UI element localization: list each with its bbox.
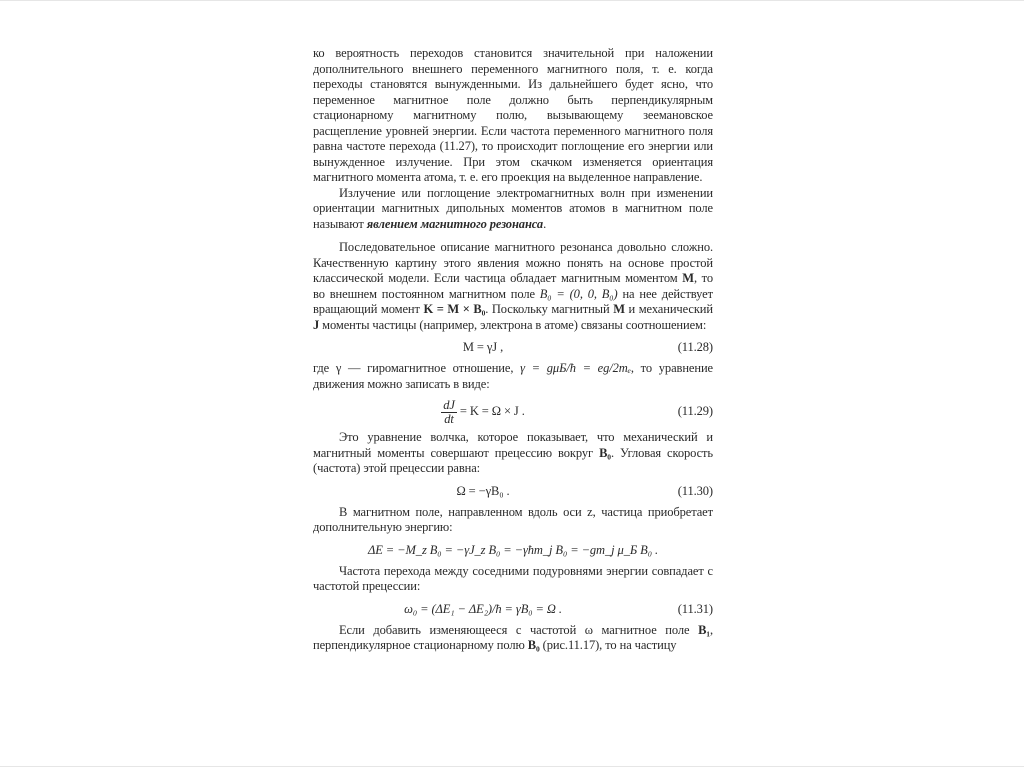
symbol-J: J	[313, 317, 320, 332]
equation-body: M = γJ ,	[462, 340, 504, 354]
symbol-B1: B₁	[698, 622, 710, 637]
equation-number: (11.29)	[677, 404, 713, 418]
paragraph-3-text-c: на нее действует вращающий момент	[313, 286, 713, 316]
equation-number: (11.31)	[677, 601, 713, 616]
symbol-torque: K = M × B₀	[423, 302, 486, 316]
paragraph-8-text-b: , перпендикулярное стационарному полю	[313, 622, 713, 652]
equation-rhs: = K = Ω × J .	[459, 404, 525, 418]
paragraph-5-text-a: Это уравнение волчка, которое показывает, что механический и магнитный моменты совершают прецессию вокруг	[313, 430, 713, 460]
symbol-M-2: M	[613, 302, 625, 316]
document-page	[313, 46, 713, 654]
symbol-B0-vector: B₀ = (0, 0, B₀)	[539, 286, 618, 301]
paragraph-2	[313, 186, 713, 233]
paragraph-3-text-f: моменты частицы (например, электрона в атоме) связаны соотношением:	[319, 317, 707, 332]
derivative-fraction	[441, 399, 457, 426]
paragraph-7: Частота перехода между соседними подуровнями энергии совпадает с частотой прецессии:	[313, 563, 713, 593]
equation-number: (11.30)	[677, 483, 713, 498]
paragraph-1: ко вероятность переходов становится значительной при наложении дополнительного внешнего переменного магнитного поля, т. е. когда переходы становятся вынужденными. Из дальнейшего будет ясно, что переменное магнитное поле должно быть перпендикулярным стационарному магнитному полю, вызывающему зеемановское расщепление уровней энергии. Если частота переменного магнитного поля равна частоте перехода (11.27), то происходит поглощение его энергии или вынужденное излучение. При этом скачком изменяется ориентация магнитного момента атома, т. е. его проекция на выделенное направление.	[313, 46, 713, 184]
frequency-expression: ω₀ = (ΔE₁ − ΔE₂)/ħ = γB₀ = Ω .	[404, 601, 562, 616]
paragraph-4-text-a: где γ — гиромагнитное отношение,	[313, 361, 521, 375]
paragraph-8	[313, 623, 713, 654]
magnetic-resonance-term: явлением магнитного резонанса	[366, 216, 544, 231]
paragraph-4-text-b: , то уравнение движения можно записать в виде:	[313, 361, 713, 391]
energy-expression: ΔE = −M_z B₀ = −γJ_z B₀ = −γħm_j B₀ = −gm_j μ_Б B₀ .	[368, 542, 658, 557]
symbol-B0-2: B₀	[527, 638, 540, 652]
paragraph-8-text-a: Если добавить изменяющееся с частотой ω магнитное поле	[339, 622, 699, 637]
symbol-B0: B₀	[599, 445, 611, 460]
equation-11-29	[313, 395, 713, 427]
paragraph-8-text-c: (рис.11.17), то на частицу	[539, 638, 677, 652]
paragraph-4	[313, 361, 713, 392]
fraction-denominator: dt	[444, 411, 454, 426]
equation-11-28	[313, 336, 713, 358]
paragraph-3	[313, 240, 713, 333]
paragraph-2-text: Излучение или поглощение электромагнитных волн при изменении ориентации магнитных дипольных моментов атомов в магнитном поле называют	[313, 185, 713, 231]
paragraph-3-text-b: , то во внешнем постоянном магнитном поле	[313, 271, 713, 301]
paragraph-2-end: .	[543, 216, 547, 231]
paragraph-6: В магнитном поле, направленном вдоль оси z, частица приобретает дополнительную энергию:	[313, 504, 713, 534]
symbol-M: M	[682, 271, 694, 285]
equation-energy	[313, 539, 713, 561]
equation-body	[313, 395, 653, 427]
paragraph-3-text-a: Последовательное описание магнитного резонанса довольно сложно. Качественную картину этого явления можно понять на основе простой классической модели. Если частица обладает магнитным моментом	[313, 240, 713, 285]
equation-number: (11.28)	[677, 340, 713, 354]
fraction-numerator: dJ	[443, 397, 455, 412]
equation-body	[313, 598, 653, 620]
paragraph-3-text-e: и механический	[624, 302, 713, 316]
equation-11-30	[313, 480, 713, 502]
equation-body	[313, 539, 713, 561]
equation-body: Ω = −γB₀ .	[456, 483, 510, 498]
gyromagnetic-expression: γ = gμБ/ħ = eg/2mₑ	[520, 361, 631, 375]
paragraph-3-text-d: . Поскольку магнитный	[485, 302, 614, 316]
paragraph-5-text-b: . Угловая скорость (частота) этой прецессии равна:	[313, 445, 714, 475]
paragraph-5	[313, 430, 713, 477]
equation-11-31	[313, 598, 713, 620]
